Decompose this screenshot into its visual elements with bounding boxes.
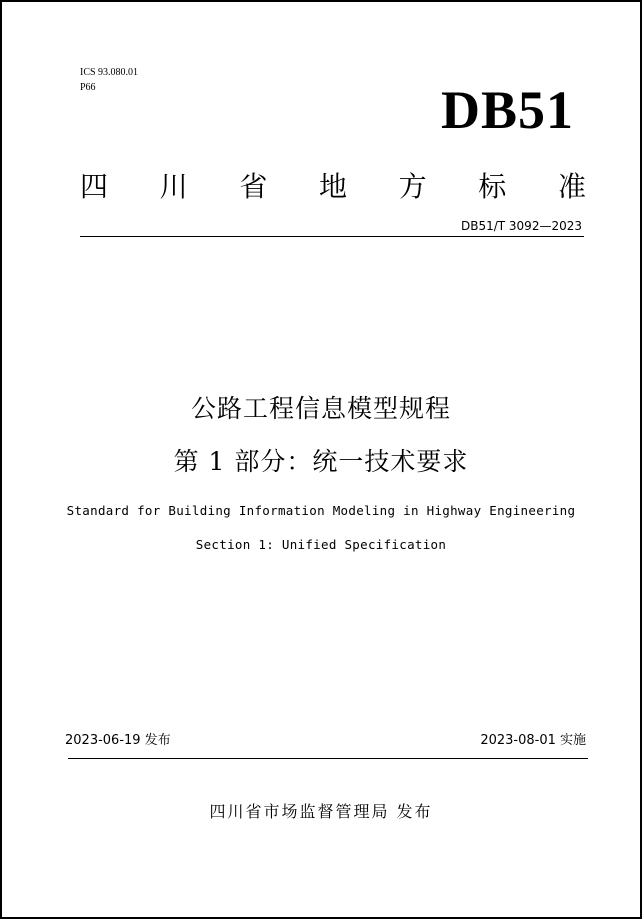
implementation-date: 2023-08-01 实施 [480, 733, 586, 748]
issue-date: 2023-06-19 发布 [65, 733, 171, 748]
standard-type-char: 地 [318, 170, 347, 203]
classification-block [80, 65, 138, 95]
title-chinese-part: 第 1 部分：统一技术要求 [173, 447, 469, 476]
title-english-main: Standard for Building Information Modeling in Highway Engineering [66, 503, 576, 518]
title-chinese-main: 公路工程信息模型规程 [190, 394, 451, 423]
standard-type-char: 川 [159, 170, 188, 203]
standard-type-char: 方 [398, 170, 427, 203]
title-english-part: Section 1: Unified Specification [195, 537, 447, 552]
issuing-authority: 四川省市场监督管理局 发布 [209, 802, 433, 821]
standard-number: DB51/T 3092—2023 [460, 219, 582, 233]
header-divider [80, 236, 584, 237]
db-code-logo: DB51 [440, 80, 574, 140]
ccs-code: P66 [80, 82, 96, 93]
ics-code: ICS 93.080.01 [80, 67, 139, 78]
footer-divider [68, 758, 588, 759]
standard-type-char: 标 [478, 170, 507, 203]
standard-type-char: 四 [80, 170, 109, 203]
standard-type-char: 省 [239, 170, 268, 203]
standard-type-char: 准 [557, 170, 586, 203]
standard-type-heading [80, 168, 586, 206]
